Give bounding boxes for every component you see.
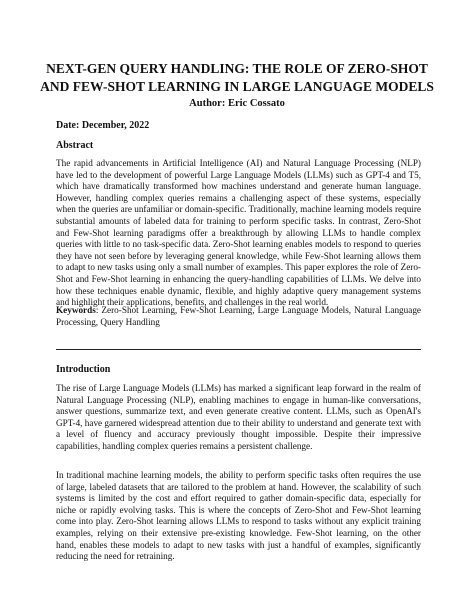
keywords-paragraph bbox=[56, 305, 421, 328]
author-line: Author: Eric Cossato bbox=[189, 98, 285, 109]
title-line-2: AND FEW-SHOT LEARNING IN LARGE LANGUAGE MODELS bbox=[40, 79, 434, 94]
abstract-heading: Abstract bbox=[56, 140, 94, 151]
section-divider bbox=[56, 349, 421, 350]
introduction-heading: Introduction bbox=[56, 364, 111, 375]
title-line-1: NEXT-GEN QUERY HANDLING: THE ROLE OF ZERO-SHOT bbox=[46, 61, 428, 76]
keywords-text: : Zero-Shot Learning, Few-Shot Learning, Large Language Models, Natural Language Processing, Query Handling bbox=[56, 305, 421, 327]
date-line: Date: December, 2022 bbox=[56, 120, 150, 131]
introduction-paragraph-1: The rise of Large Language Models (LLMs) has marked a significant leap forward in the realm of Natural Language Processing (NLP), enabling machines to engage in human-like conversations, answer questions, summarize text, and even generate creative content. LLMs, such as OpenAI's GPT-4, have garnered widespread attention due to their ability to understand and generate text with a level of fluency and accuracy previously thought impossible. Despite their impressive capabilities, handling complex queries remains a persistent challenge. bbox=[56, 383, 421, 451]
abstract-text: The rapid advancements in Artificial Intelligence (AI) and Natural Language Processing (NLP) have led to the development of powerful Large Language Models (LLMs) such as GPT-4 and T5, which have dramatically transformed how machines understand and generate human language. However, handling complex queries remains a challenging aspect of these systems, especially when the queries are unfamiliar or domain-specific. Traditionally, machine learning models require substantial amounts of labeled data for training to perform specific tasks. In contrast, Zero-Shot and Few-Shot learning paradigms offer a breakthrough by allowing LLMs to handle complex queries with little to no task-specific data. Zero-Shot learning enables models to respond to queries they have not seen before by leveraging general knowledge, while Few-Shot learning allows them to adapt to new tasks using only a small number of examples. This paper explores the role of Zero-Shot and Few-Shot learning in enhancing the query-handling capabilities of LLMs. We delve into how these techniques enable dynamic, flexible, and highly adaptive query management systems and highlight their applications, benefits, and challenges in the real world. bbox=[56, 158, 421, 308]
paper-title bbox=[40, 60, 434, 96]
keywords-label: Keywords bbox=[56, 305, 96, 315]
introduction-paragraph-2: In traditional machine learning models, the ability to perform specific tasks often requires the use of large, labeled datasets that are tailored to the problem at hand. However, the scalability of such systems is limited by the cost and effort required to gather domain-specific data, especially for niche or rapidly evolving tasks. This is where the concepts of Zero-Shot and Few-Shot learning come into play. Zero-Shot learning allows LLMs to respond to tasks without any explicit training examples, relying on their extensive pre-existing knowledge. Few-Shot learning, on the other hand, enables these models to adapt to new tasks with just a handful of examples, significantly reducing the need for retraining. bbox=[56, 470, 421, 562]
